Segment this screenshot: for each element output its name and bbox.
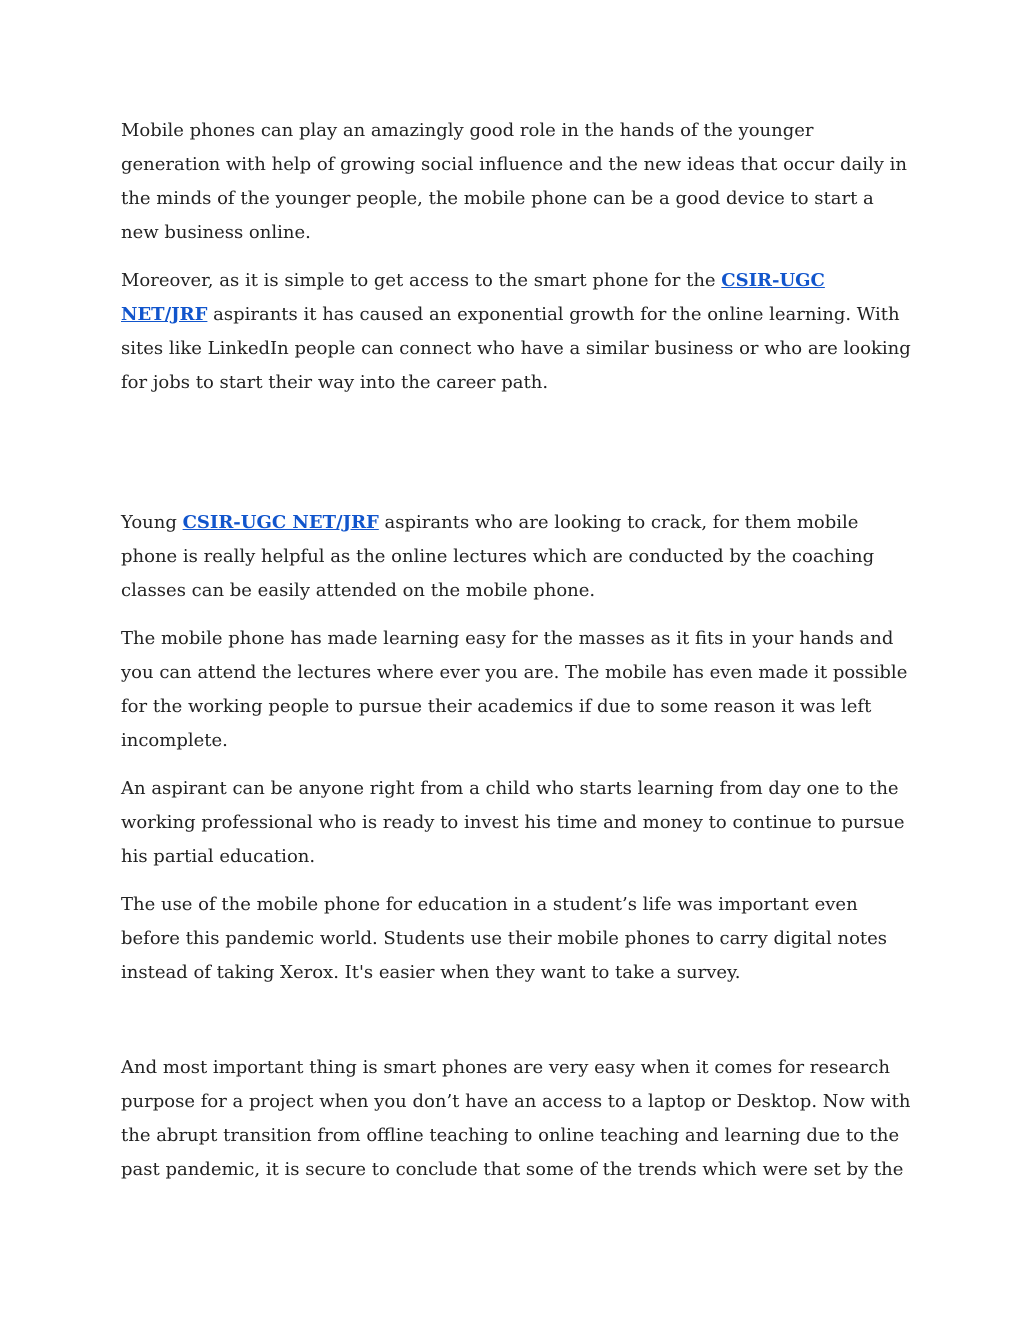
csir-ugc-net-jrf-link[interactable]: CSIR-UGC NET/JRF	[182, 512, 379, 533]
paragraph-2-text-after: aspirants it has caused an exponential growth for the online learning. With sites like LinkedIn people can connect who have a similar business or who are looking for jobs to start their way into the career path.	[121, 304, 911, 393]
spacer	[121, 414, 911, 506]
spacer	[121, 1004, 911, 1051]
csir-ugc-net-jrf-link[interactable]: CSIR-UGC NET/JRF	[121, 270, 825, 325]
paragraph-2-text-before: Moreover, as it is simple to get access to the smart phone for the	[121, 270, 722, 291]
paragraph-5: An aspirant can be anyone right from a child who starts learning from day one to the working professional who is ready to invest his time and money to continue to pursue his partial education.	[121, 778, 905, 867]
paragraph-7: And most important thing is smart phones are very easy when it comes for research purpose for a project when you don’t have an access to a laptop or Desktop. Now with the abrupt transition from offline teaching to online teaching and learning due to the past pandemic, it is secure to conclude that some of the trends which were set by the	[121, 1057, 911, 1180]
paragraph-2	[121, 264, 911, 400]
paragraph-6: The use of the mobile phone for education in a student’s life was important even before this pandemic world. Students use their mobile phones to carry digital notes instead of taking Xerox. It's easier when they want to take a survey.	[121, 894, 888, 983]
document-body	[121, 114, 911, 1201]
paragraph-3-text-before: Young	[121, 512, 183, 533]
paragraph-1: Mobile phones can play an amazingly good role in the hands of the younger generation with help of growing social influence and the new ideas that occur daily in the minds of the younger people, the mobile phone can be a good device to start a new business online.	[121, 120, 908, 243]
paragraph-3-text-after: aspirants who are looking to crack, for them mobile phone is really helpful as the online lectures which are conducted by the coaching classes can be easily attended on the mobile phone.	[121, 512, 875, 601]
paragraph-4: The mobile phone has made learning easy for the masses as it fits in your hands and you can attend the lectures where ever you are. The mobile has even made it possible for the working people to pursue their academics if due to some reason it was left incomplete.	[121, 628, 908, 751]
paragraph-3	[121, 506, 911, 608]
